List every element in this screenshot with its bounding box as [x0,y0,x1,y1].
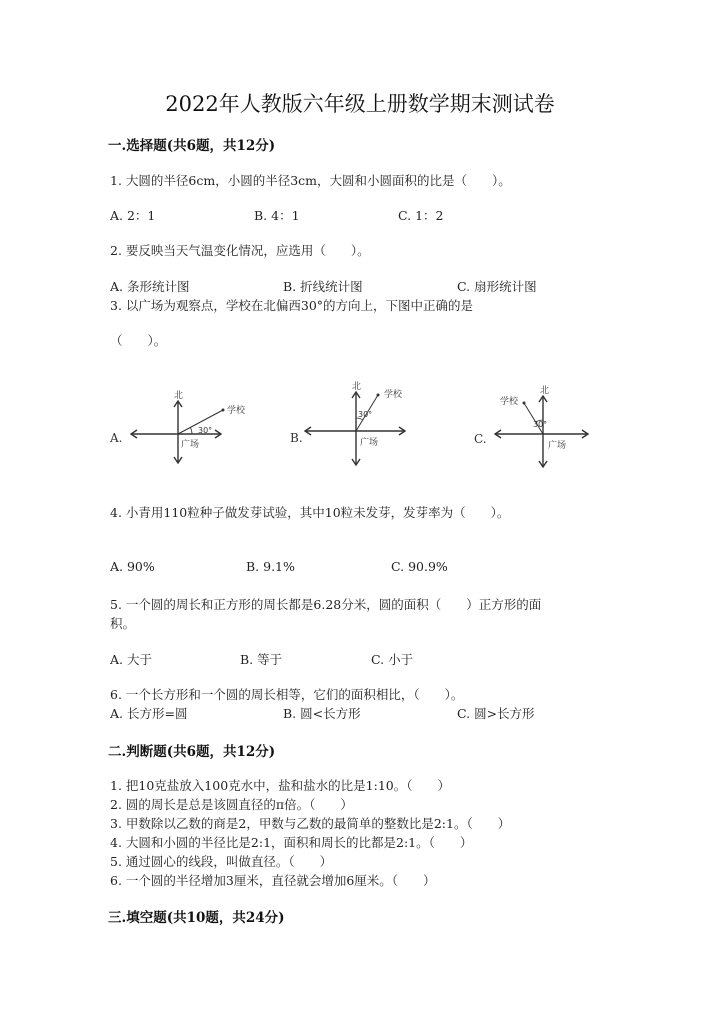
figure-b [280,370,430,480]
angle-label: 30° [198,426,213,435]
school-label: 学校 [384,390,403,400]
school-label: 学校 [500,397,519,407]
judgment-item-2: 2. 圆的周长是总是该圆直径的π倍。（ ） [110,797,353,812]
compass-diagram-b [280,370,430,480]
judgment-item-3: 3. 甲数除以乙数的商是2，甲数与乙数的最简单的整数比是2:1。（ ） [110,816,511,831]
option-1b: B. 4：1 [254,208,300,223]
option-4c: C. 90.9% [391,559,448,574]
option-4b: B. 9.1% [246,559,295,574]
north-label: 北 [352,382,362,392]
question-5: 5. 一个圆的周长和正方形的周长都是6.28分米，圆的面积（ ）正方形的面 [110,597,542,612]
figure-c-label: C. [474,432,487,446]
option-1a: A. 2：1 [110,208,156,223]
option-5a: A. 大于 [110,652,152,667]
option-1c: C. 1：2 [398,208,444,223]
figure-a [100,370,300,480]
square-label: 广场 [181,440,200,450]
question-5-cont: 积。 [110,616,136,631]
option-6a: A. 长方形=圆 [110,706,188,721]
page-title: 2022年人教版六年级上册数学期末测试卷 [165,92,555,116]
option-2a: A. 条形统计图 [110,279,190,294]
option-6c: C. 圆>长方形 [457,706,535,721]
figure-c [460,370,610,480]
figure-a-label: A. [110,431,123,445]
north-label: 北 [540,386,550,396]
question-2: 2. 要反映当天气温变化情况，应选用（ ）。 [110,243,370,258]
option-6b: B. 圆<长方形 [283,706,361,721]
option-4a: A. 90% [110,559,155,574]
judgment-item-1: 1. 把10克盐放入100克水中，盐和盐水的比是1:10。（ ） [110,778,450,793]
section-heading-choice: 一.选择题(共6题，共12分) [108,138,276,154]
section-heading-fill-blank: 三.填空题(共10题，共24分) [108,910,285,926]
option-2b: B. 折线统计图 [283,279,363,294]
section-heading-judgment: 二.判断题(共6题，共12分) [108,744,276,760]
option-2c: C. 扇形统计图 [457,279,537,294]
judgment-item-6: 6. 一个圆的半径增加3厘米，直径就会增加6厘米。（ ） [110,873,436,888]
square-label: 广场 [360,438,379,448]
angle-label: 30° [533,420,548,429]
angle-label: 30° [358,410,373,419]
figure-b-label: B. [290,431,303,445]
question-1: 1. 大圆的半径6cm，小圆的半径3cm，大圆和小圆面积的比是（ ）。 [110,173,511,188]
option-5b: B. 等于 [240,652,283,667]
judgment-item-4: 4. 大圆和小圆的半径比是2:1，面积和周长的比都是2:1。（ ） [110,835,473,850]
judgment-item-5: 5. 通过圆心的线段，叫做直径。（ ） [110,854,333,869]
north-label: 北 [174,391,184,401]
compass-diagram-a [100,370,300,480]
question-3: 3. 以广场为观察点，学校在北偏西30°的方向上，下图中正确的是 [110,298,474,313]
square-label: 广场 [548,441,567,451]
question-3-blank: （ ）。 [110,333,167,348]
question-6: 6. 一个长方形和一个圆的周长相等，它们的面积相比，（ ）。 [110,687,464,702]
school-label: 学校 [227,406,246,416]
compass-diagram-c [460,370,610,480]
option-5c: C. 小于 [371,652,414,667]
question-4: 4. 小青用110粒种子做发芽试验，其中10粒未发芽，发芽率为（ ）。 [110,505,510,520]
